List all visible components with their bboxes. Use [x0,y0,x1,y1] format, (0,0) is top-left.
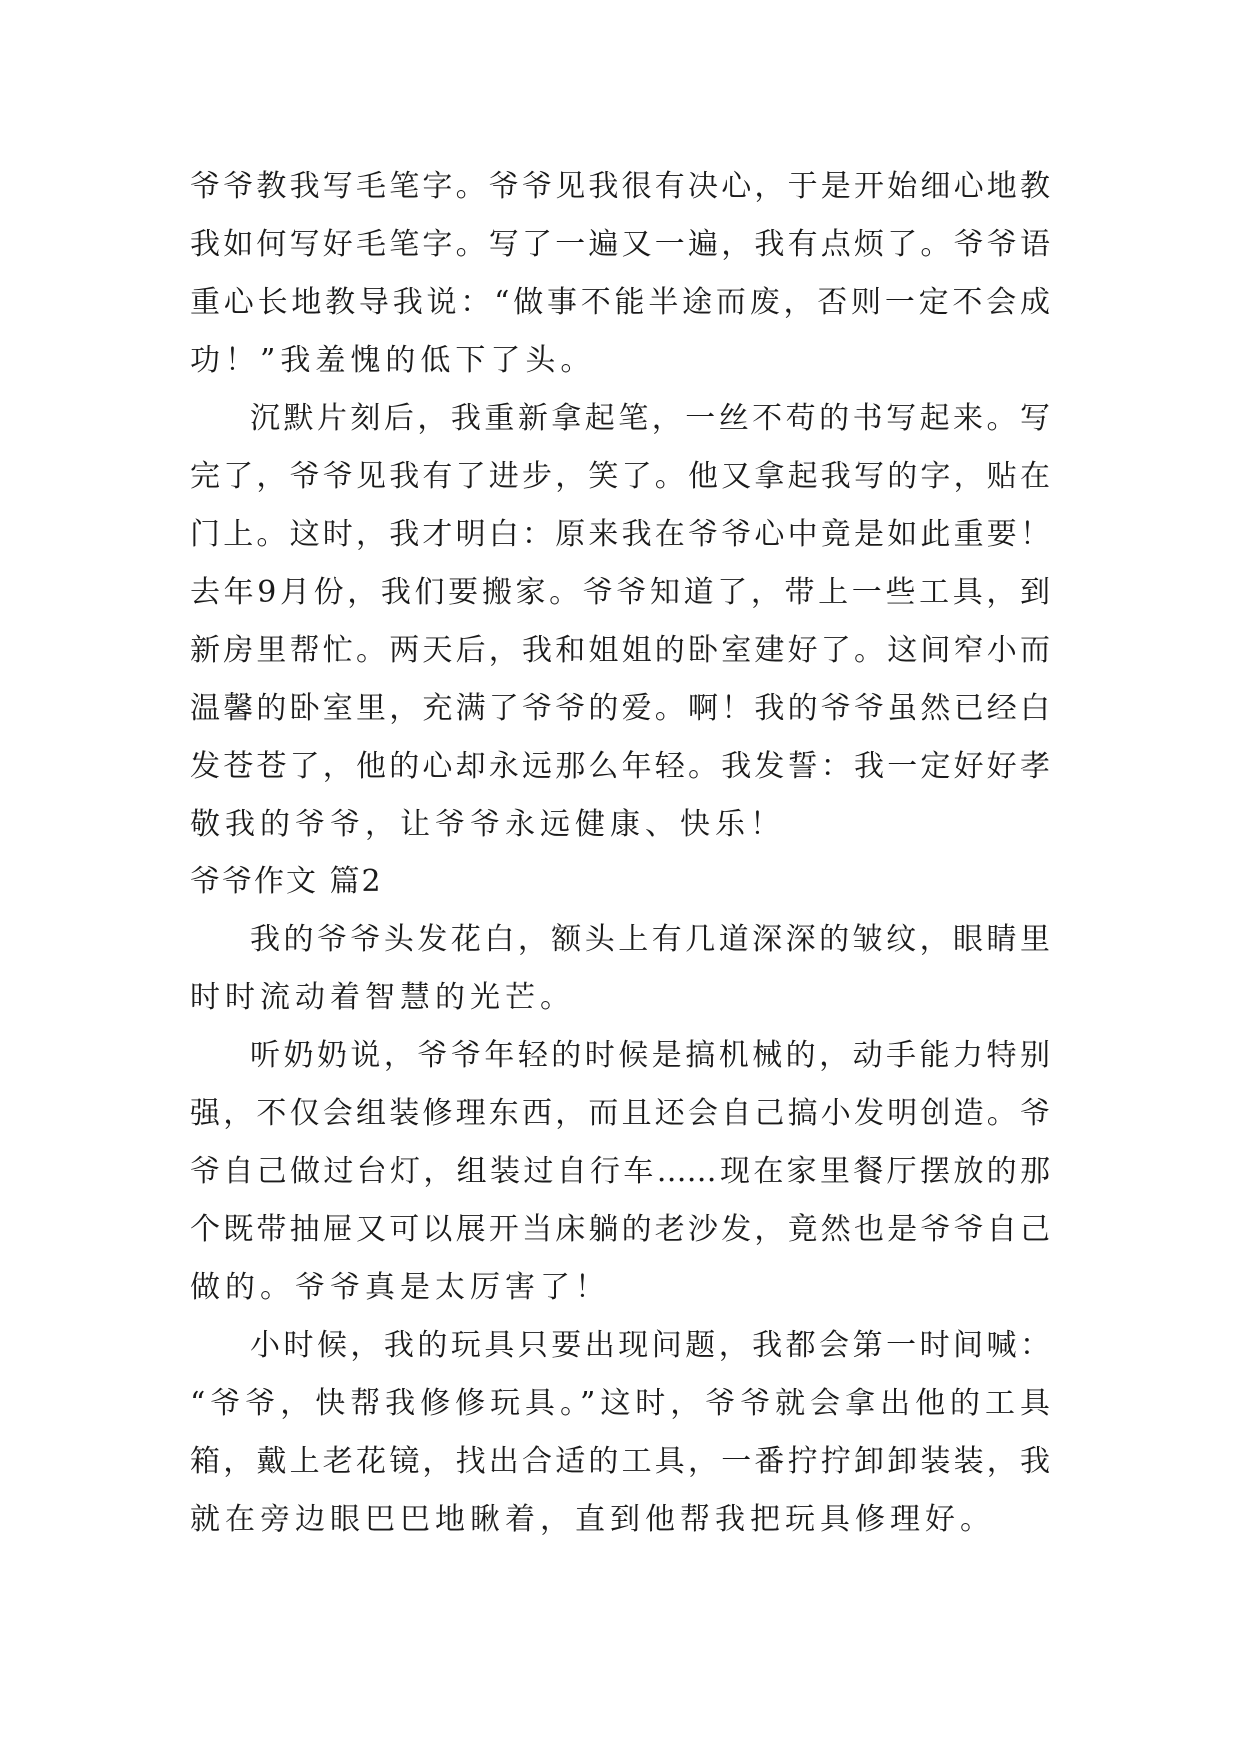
text-line: 门上。这时，我才明白：原来我在爷爷心中竟是如此重要！ [190,517,1050,552]
text-line: 新房里帮忙。两天后，我和姐姐的卧室建好了。这间窄小而 [190,633,1050,668]
text-line: 敬我的爷爷，让爷爷永远健康、快乐！ [190,807,785,842]
text-line: 箱，戴上老花镜，找出合适的工具，一番拧拧卸卸装装，我 [190,1444,1050,1479]
text-line: 完了，爷爷见我有了进步，笑了。他又拿起我写的字，贴在 [190,459,1050,494]
paragraph-first-line: 听奶奶说，爷爷年轻的时候是搞机械的，动手能力特别 [250,1038,1050,1073]
paragraph-first-line: 我的爷爷头发花白，额头上有几道深深的皱纹，眼睛里 [250,922,1050,957]
text-line: 温馨的卧室里，充满了爷爷的爱。啊！我的爷爷虽然已经白 [190,691,1050,726]
text-line: 爷爷教我写毛笔字。爷爷见我很有决心，于是开始细心地教 [190,169,1050,204]
text-line: 就在旁边眼巴巴地瞅着，直到他帮我把玩具修理好。 [190,1502,995,1537]
text-line: “爷爷，快帮我修修玩具。”这时，爷爷就会拿出他的工具 [190,1386,1050,1421]
text-line: 发苍苍了，他的心却永远那么年轻。我发誓：我一定好好孝 [190,749,1050,784]
paragraph-first-line: 沉默片刻后，我重新拿起笔，一丝不苟的书写起来。写 [250,401,1050,436]
text-line: 做的。爷爷真是太厉害了！ [190,1270,610,1305]
text-line: 强，不仅会组装修理东西，而且还会自己搞小发明创造。爷 [190,1096,1050,1131]
text-line: 去年9月份，我们要搬家。爷爷知道了，带上一些工具，到 [190,575,1050,610]
paragraph-first-line: 小时候，我的玩具只要出现问题，我都会第一时间喊： [250,1328,1050,1363]
text-line: 重心长地教导我说：“做事不能半途而废，否则一定不会成 [190,285,1050,320]
text-line: 功！”我羞愧的低下了头。 [190,343,596,378]
text-line: 爷自己做过台灯，组装过自行车……现在家里餐厅摆放的那 [190,1154,1050,1189]
text-line: 时时流动着智慧的光芒。 [190,980,575,1015]
text-line: 个既带抽屉又可以展开当床躺的老沙发，竟然也是爷爷自己 [190,1212,1050,1247]
section-heading: 爷爷作文 篇2 [190,864,383,899]
text-line: 我如何写好毛笔字。写了一遍又一遍，我有点烦了。爷爷语 [190,227,1050,262]
